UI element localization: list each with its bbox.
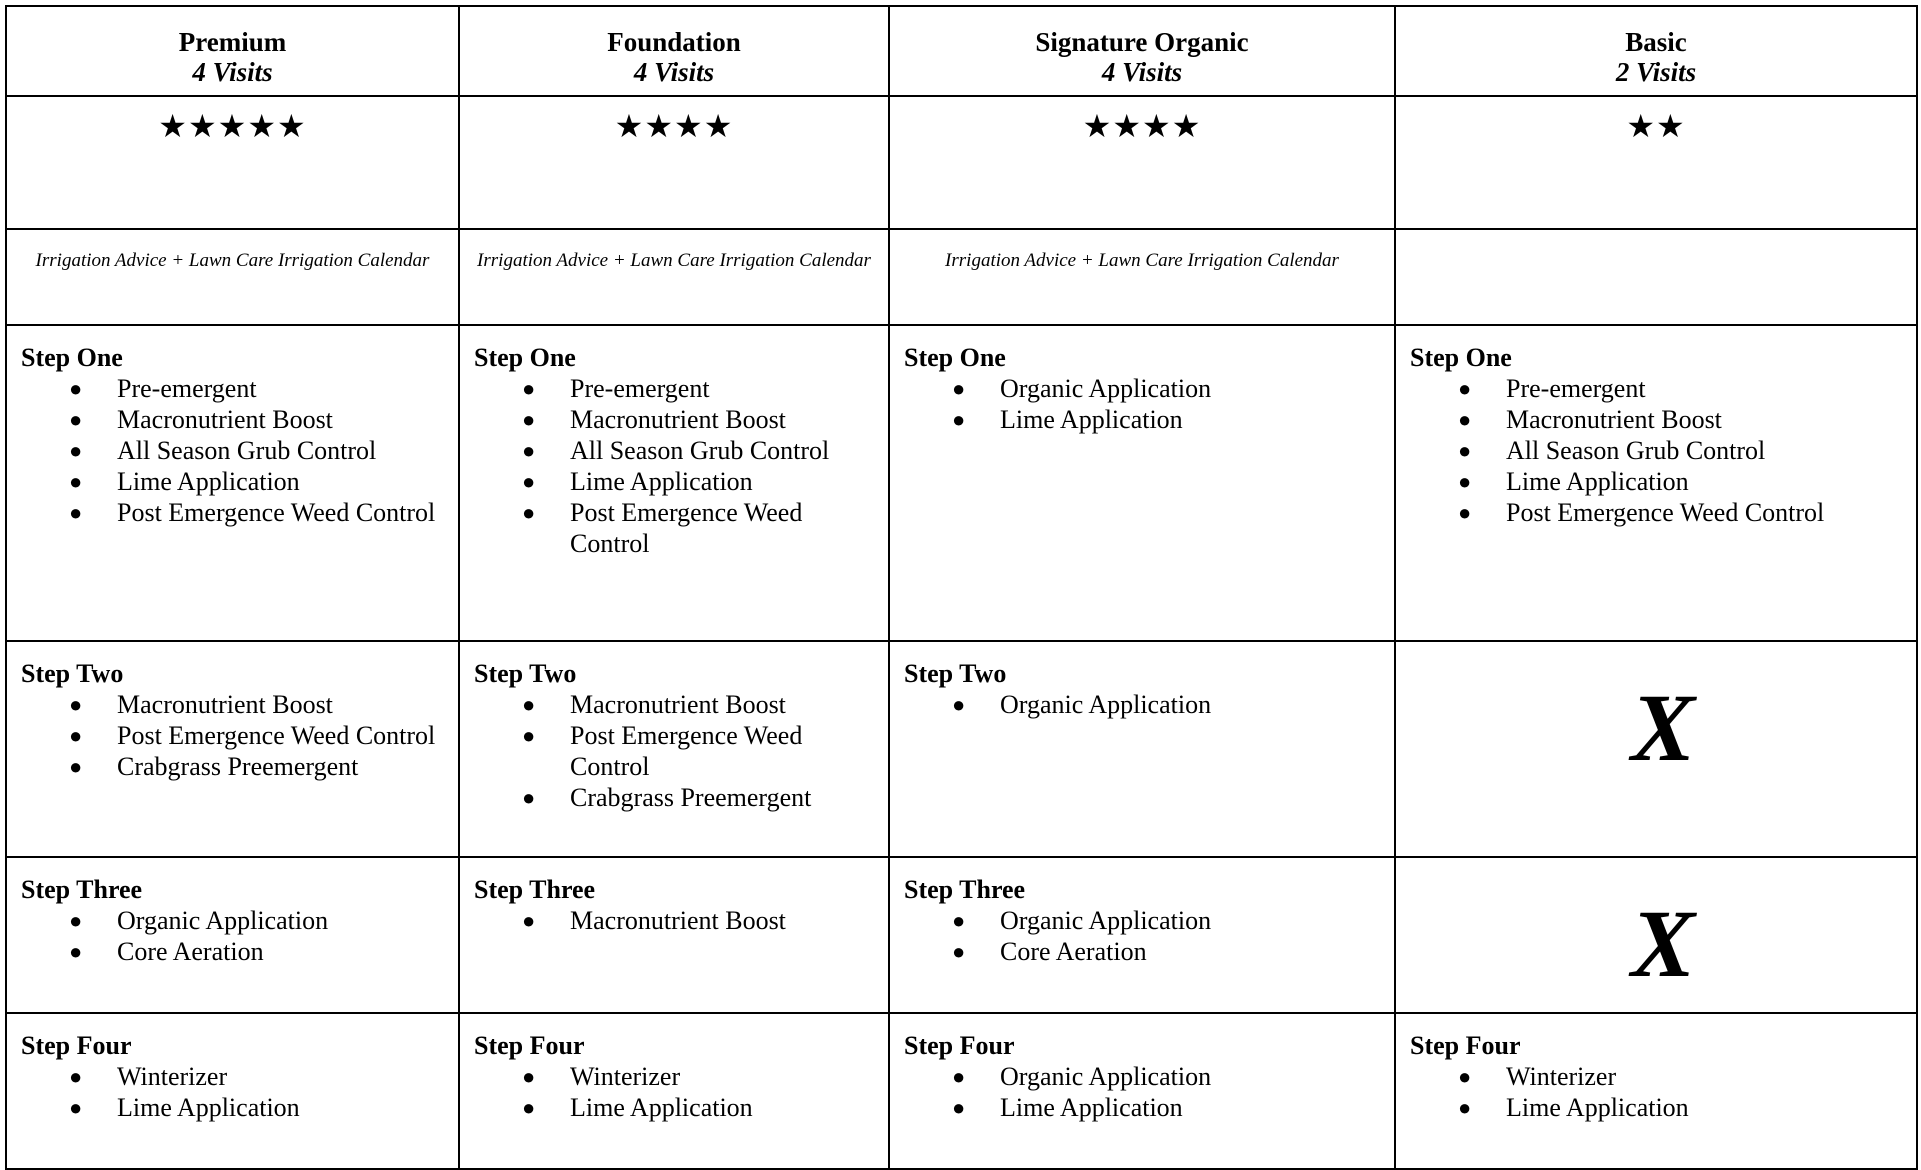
- step-title: Step Four: [21, 1031, 132, 1060]
- step-title: Step Three: [21, 875, 143, 904]
- step-title: Step Four: [1410, 1031, 1521, 1060]
- list-item: ● Pre-emergent: [474, 373, 888, 404]
- list-item: ● Winterizer: [21, 1061, 458, 1092]
- list-item: ● All Season Grub Control: [1410, 435, 1916, 466]
- step-three-row: [6, 857, 1917, 1013]
- stars-row: [6, 96, 1917, 229]
- list-item: ● Organic Application: [904, 373, 1394, 404]
- list-item: ● Core Aeration: [21, 936, 458, 967]
- list-item: ● Lime Application: [1410, 1092, 1916, 1123]
- step-item-list: [904, 1061, 1394, 1123]
- step-item-list: [904, 689, 1394, 720]
- step-cell: [1395, 641, 1917, 857]
- step-title: Step Four: [474, 1031, 585, 1060]
- list-item: ● Core Aeration: [904, 936, 1394, 967]
- list-item: ● Post Emergence Weed Control: [21, 497, 458, 528]
- list-item: ● Organic Application: [21, 905, 458, 936]
- step-item-list: [474, 373, 888, 559]
- list-item: ● Lime Application: [21, 1092, 458, 1123]
- list-item: ● Macronutrient Boost: [21, 689, 458, 720]
- step-cell: [459, 641, 889, 857]
- list-item: ● Post Emergence Weed Control: [474, 497, 888, 559]
- irrigation-text: Irrigation Advice + Lawn Care Irrigation Calendar: [477, 250, 871, 271]
- list-item: ● Post Emergence Weed Control: [1410, 497, 1916, 528]
- step-item-list: [21, 689, 458, 782]
- list-item: ● Winterizer: [1410, 1061, 1916, 1092]
- step-title: Step Two: [21, 659, 124, 688]
- step-item-list: [1410, 373, 1916, 528]
- list-item: ● Macronutrient Boost: [474, 404, 888, 435]
- irrigation-text: [1396, 230, 1916, 250]
- step-item-list: [21, 905, 458, 967]
- step-item-list: [474, 905, 888, 936]
- star-rating-icon: ★★★★★: [158, 108, 307, 144]
- step-cell: [6, 325, 459, 641]
- step-cell: [1395, 1013, 1917, 1169]
- irrigation-cell: [459, 229, 889, 325]
- step-title: Step One: [474, 343, 576, 372]
- stars-cell: [1395, 96, 1917, 229]
- irrigation-text: Irrigation Advice + Lawn Care Irrigation Calendar: [35, 250, 430, 271]
- list-item: ● Lime Application: [474, 466, 888, 497]
- list-item: ● Macronutrient Boost: [474, 905, 888, 936]
- plan-visits: 4 Visits: [1101, 57, 1183, 87]
- step-title: Step Two: [904, 659, 1007, 688]
- step-cell: [889, 325, 1395, 641]
- header-cell-premium: [6, 6, 459, 96]
- step-title: Step Three: [474, 875, 596, 904]
- list-item: ● Pre-emergent: [1410, 373, 1916, 404]
- list-item: ● Macronutrient Boost: [474, 689, 888, 720]
- star-rating-icon: ★★: [1626, 108, 1686, 144]
- irrigation-row: [6, 229, 1917, 325]
- stars-cell: [889, 96, 1395, 229]
- star-rating-icon: ★★★★: [614, 108, 734, 144]
- plan-name: Premium: [178, 27, 287, 57]
- step-cell: [6, 857, 459, 1013]
- list-item: ● Macronutrient Boost: [1410, 404, 1916, 435]
- plan-visits: 4 Visits: [633, 57, 715, 87]
- list-item: ● Organic Application: [904, 905, 1394, 936]
- plan-visits: 2 Visits: [1615, 57, 1697, 87]
- list-item: ● Crabgrass Preemergent: [474, 782, 888, 813]
- stars-cell: [6, 96, 459, 229]
- plan-name: Basic: [1625, 27, 1687, 57]
- step-title: Step One: [1410, 343, 1512, 372]
- irrigation-cell: [6, 229, 459, 325]
- list-item: ● Lime Application: [21, 466, 458, 497]
- plan-name: Foundation: [607, 27, 741, 57]
- step-title: Step Two: [474, 659, 577, 688]
- header-cell-basic: [1395, 6, 1917, 96]
- step-title: Step Three: [904, 875, 1026, 904]
- irrigation-text: Irrigation Advice + Lawn Care Irrigation Calendar: [945, 250, 1339, 271]
- step-item-list: [904, 373, 1394, 435]
- list-item: ● Macronutrient Boost: [21, 404, 458, 435]
- list-item: ● All Season Grub Control: [21, 435, 458, 466]
- not-included-x-icon: X: [1630, 674, 1696, 781]
- irrigation-cell: [889, 229, 1395, 325]
- list-item: ● Organic Application: [904, 689, 1394, 720]
- step-item-list: [474, 689, 888, 813]
- list-item: ● All Season Grub Control: [474, 435, 888, 466]
- step-title: Step Four: [904, 1031, 1015, 1060]
- step-cell: [1395, 857, 1917, 1013]
- header-cell-foundation: [459, 6, 889, 96]
- list-item: ● Lime Application: [904, 404, 1394, 435]
- step-cell: [889, 641, 1395, 857]
- irrigation-cell: [1395, 229, 1917, 325]
- step-item-list: [21, 1061, 458, 1123]
- plan-name: Signature Organic: [1035, 27, 1249, 57]
- step-cell: [459, 857, 889, 1013]
- step-cell: [889, 857, 1395, 1013]
- step-cell: [459, 1013, 889, 1169]
- plan-visits: 4 Visits: [192, 57, 273, 87]
- step-cell: [6, 1013, 459, 1169]
- step-title: Step One: [904, 343, 1006, 372]
- header-cell-signature-organic: [889, 6, 1395, 96]
- step-cell: [1395, 325, 1917, 641]
- list-item: ● Crabgrass Preemergent: [21, 751, 458, 782]
- list-item: ● Lime Application: [904, 1092, 1394, 1123]
- step-one-row: [6, 325, 1917, 641]
- not-included-x-icon: X: [1630, 890, 1696, 997]
- step-four-row: [6, 1013, 1917, 1169]
- step-cell: [889, 1013, 1395, 1169]
- plan-comparison-table: [5, 5, 1918, 1170]
- list-item: ● Organic Application: [904, 1061, 1394, 1092]
- list-item: ● Lime Application: [474, 1092, 888, 1123]
- list-item: ● Pre-emergent: [21, 373, 458, 404]
- step-two-row: [6, 641, 1917, 857]
- step-cell: [459, 325, 889, 641]
- step-item-list: [904, 905, 1394, 967]
- step-title: Step One: [21, 343, 123, 372]
- list-item: ● Post Emergence Weed Control: [21, 720, 458, 751]
- list-item: ● Post Emergence Weed Control: [474, 720, 888, 782]
- stars-cell: [459, 96, 889, 229]
- header-row: [6, 6, 1917, 96]
- star-rating-icon: ★★★★: [1082, 108, 1202, 144]
- step-cell: [6, 641, 459, 857]
- list-item: ● Winterizer: [474, 1061, 888, 1092]
- step-item-list: [21, 373, 458, 528]
- step-item-list: [474, 1061, 888, 1123]
- step-item-list: [1410, 1061, 1916, 1123]
- list-item: ● Lime Application: [1410, 466, 1916, 497]
